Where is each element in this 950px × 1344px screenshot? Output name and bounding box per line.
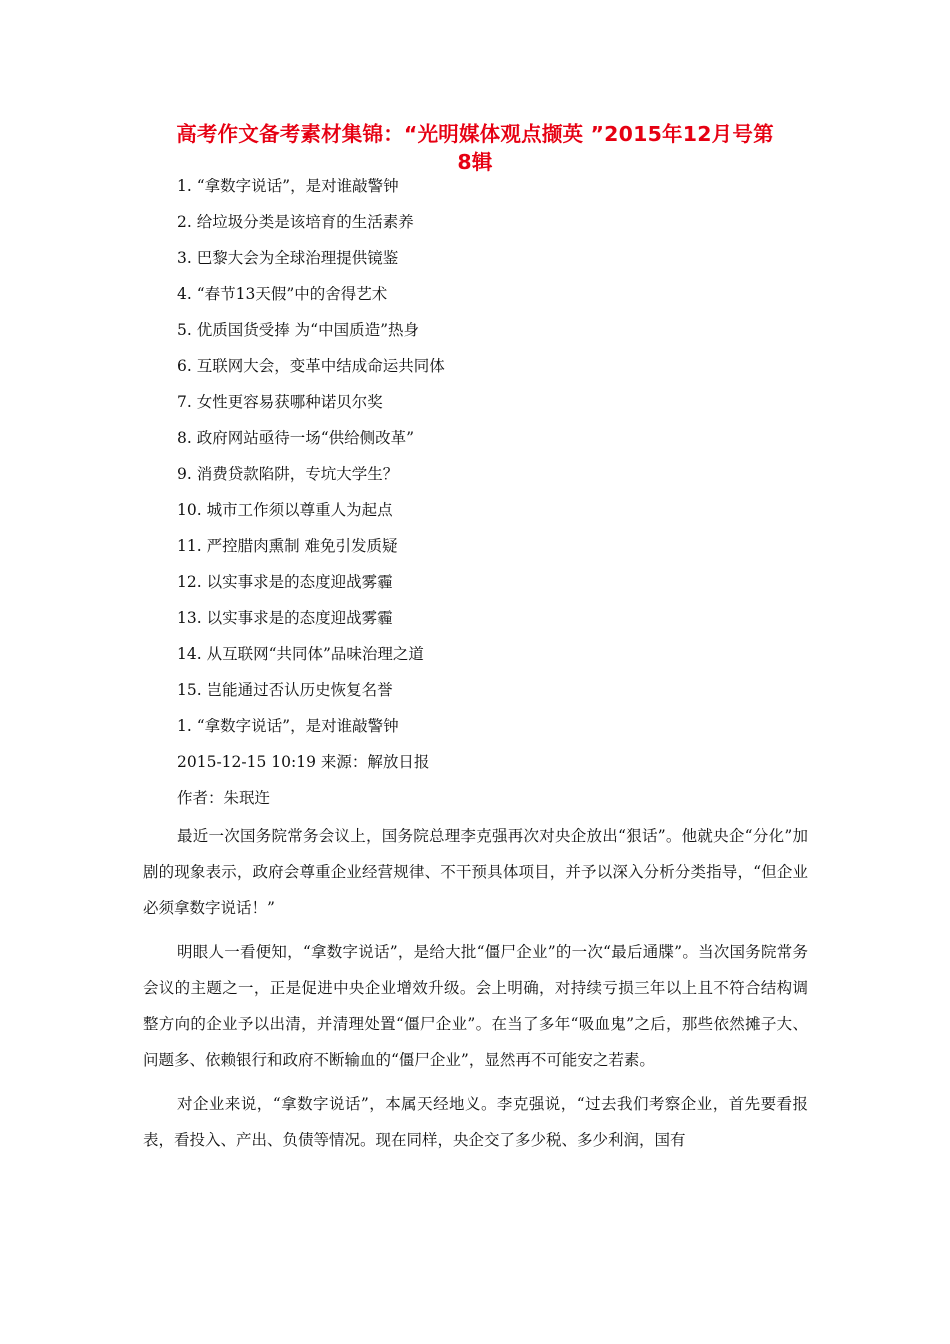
article-author: 作者：朱珉迕	[177, 789, 271, 807]
toc-item: 3. 巴黎大会为全球治理提供镜鉴	[177, 249, 399, 267]
toc-item: 6. 互联网大会，变革中结成命运共同体	[177, 357, 445, 375]
toc-item: 4. “春节13天假”中的舍得艺术	[177, 285, 388, 303]
toc-item: 10. 城市工作须以尊重人为起点	[177, 501, 393, 519]
article-paragraph: 对企业来说，“拿数字说话”，本属天经地义。李克强说，“过去我们考察企业，首先要看报表，看投入、产出、负债等情况。现在同样，央企交了多少税、多少利润，国有	[143, 1095, 808, 1149]
document-title-line-2: 8辑	[457, 150, 493, 174]
toc-item: 15. 岂能通过否认历史恢复名誉	[177, 681, 393, 699]
table-of-contents	[177, 174, 445, 714]
document-title-line-1: 高考作文备考素材集锦：“光明媒体观点撷英 ”2015年12月号第	[176, 122, 774, 146]
toc-item: 11. 严控腊肉熏制 难免引发质疑	[177, 537, 398, 555]
toc-item: 13. 以实事求是的态度迎战雾霾	[177, 609, 393, 627]
article-heading: 1. “拿数字说话”，是对谁敲警钟	[177, 717, 399, 735]
toc-item: 9. 消费贷款陷阱，专坑大学生？	[177, 465, 399, 483]
article-paragraph: 最近一次国务院常务会议上，国务院总理李克强再次对央企放出“狠话”。他就央企“分化”加剧的现象表示，政府会尊重企业经营规律、不干预具体项目，并予以深入分析分类指导，“但企业必须拿数字说话！”	[143, 827, 808, 917]
toc-item: 5. 优质国货受捧 为“中国质造”热身	[177, 321, 419, 339]
toc-item: 8. 政府网站亟待一场“供给侧改革”	[177, 429, 415, 447]
toc-item: 7. 女性更容易获哪种诺贝尔奖	[177, 393, 383, 411]
article-paragraph: 明眼人一看便知，“拿数字说话”，是给大批“僵尸企业”的一次“最后通牒”。当次国务院常务会议的主题之一，正是促进中央企业增效升级。会上明确，对持续亏损三年以上且不符合结构调整方向的企业予以出清，并清理处置“僵尸企业”。在当了多年“吸血鬼”之后，那些依然摊子大、问题多、依赖银行和政府不断输血的“僵尸企业”，显然再不可能安之若素。	[143, 943, 808, 1069]
document-title	[130, 120, 820, 176]
article-dateline: 2015-12-15 10:19 来源：解放日报	[177, 753, 430, 771]
article-body	[143, 818, 808, 1166]
toc-item: 1. “拿数字说话”，是对谁敲警钟	[177, 177, 399, 195]
toc-item: 14. 从互联网“共同体”品味治理之道	[177, 645, 424, 663]
toc-item: 2. 给垃圾分类是该培育的生活素养	[177, 213, 414, 231]
toc-item: 12. 以实事求是的态度迎战雾霾	[177, 573, 393, 591]
